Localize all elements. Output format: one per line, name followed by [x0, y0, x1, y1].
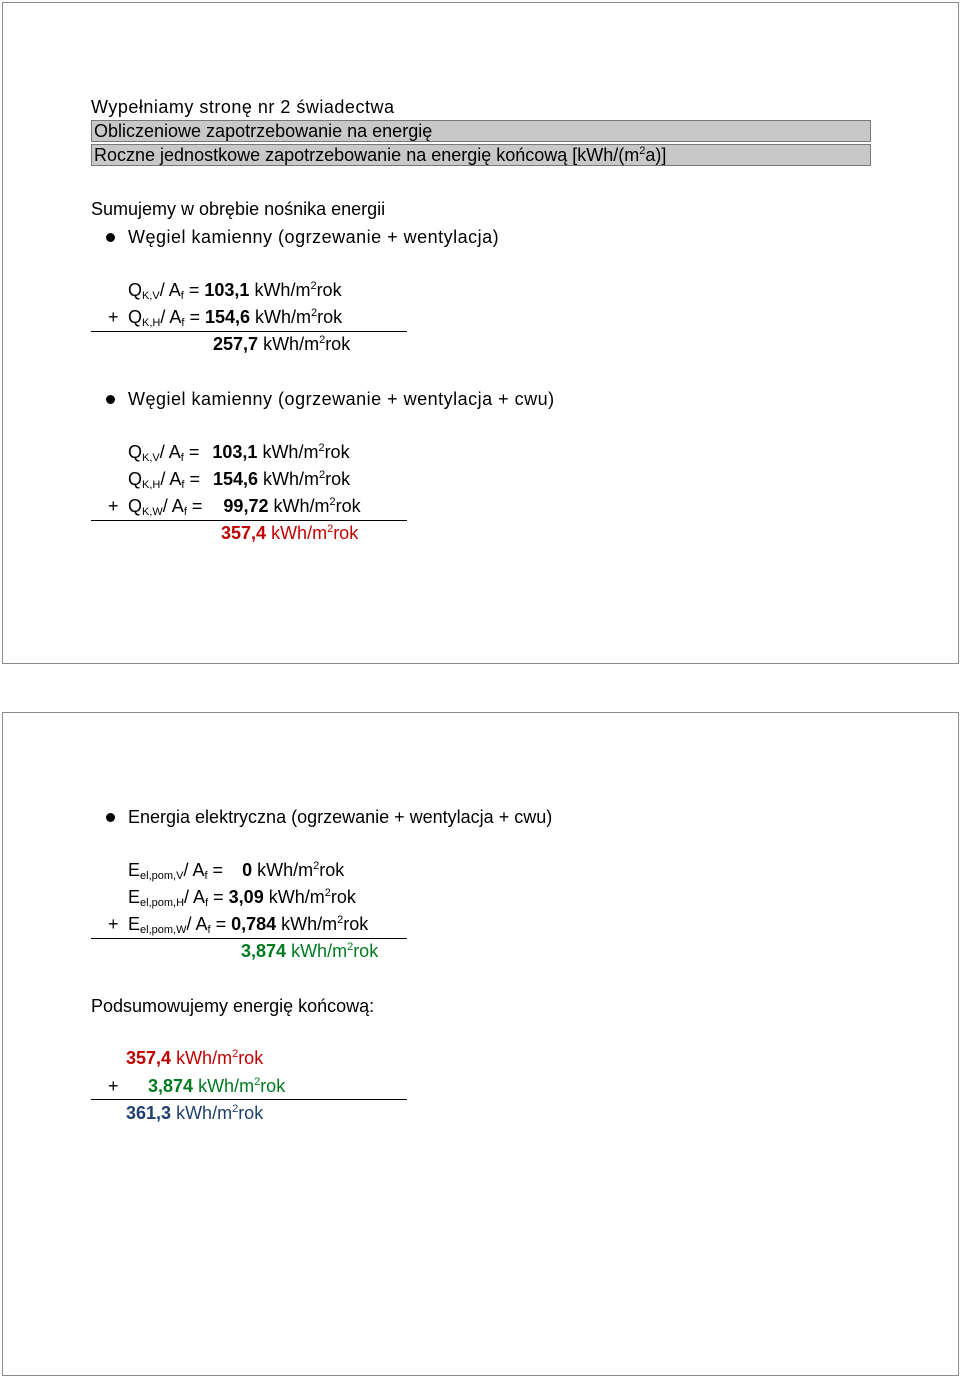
sum-intro: Sumujemy w obrębie nośnika energii: [91, 199, 386, 219]
formula-row: + $E_{el,pom,W}/$ $A_f = 0,784$ kWh/$m^2rok$: [108, 914, 369, 936]
summary-total: 361,3 kWh/$m^2rok$: [126, 1103, 264, 1123]
bullet-icon: [106, 233, 115, 242]
formula-row: + $Q_{K,W}/$ $A_f = 99,72$ kWh/$m^2rok$: [108, 496, 361, 518]
sum-divider: [91, 1099, 407, 1100]
section-a-total: 257,7 kWh/$m^2rok$: [213, 334, 351, 354]
section-c-total: 3,874 kWh/$m^2rok$: [241, 941, 379, 961]
sum-divider: [91, 331, 407, 332]
formula-row: $E_{el,pom,H}/$ $A_f = 3,09$ kWh/$m^2rok$: [128, 887, 356, 909]
section-a-title: Węgiel kamienny (ogrzewanie + wentylacja): [128, 227, 500, 247]
formula-row: $Q_{K,H}/$ $A_f = 154,6$ kWh/$m^2rok$: [128, 469, 351, 491]
intro-text: Wypełniamy stronę nr 2 świadectwa: [91, 97, 395, 117]
summary-coal: 357,4 kWh/$m^2rok$: [126, 1048, 264, 1068]
summary-electric: 3,874 kWh/$m^2rok$: [148, 1076, 286, 1096]
bullet-icon: [106, 395, 115, 404]
section-b-title: Węgiel kamienny (ogrzewanie + wentylacja + cwu): [128, 389, 555, 409]
section-b-total: 357,4 kWh/$m^2rok$: [221, 523, 359, 543]
summary-title: Podsumowujemy energię końcową:: [91, 996, 375, 1016]
header-bar-1: [91, 120, 871, 142]
header-2-tail: a)]: [645, 145, 667, 165]
header-bar-2: [91, 144, 871, 166]
sum-divider: [91, 520, 407, 521]
slide-1: [2, 2, 959, 664]
bullet-icon: [106, 813, 115, 822]
formula-row: $Q_{K,V}/$ $A_f = 103,1$ kWh/$m^2rok$: [128, 442, 350, 464]
header-1-text: Obliczeniowe zapotrzebowanie na energię: [94, 121, 433, 141]
header-2-sup: 2: [639, 145, 646, 157]
formula-row: $E_{el,pom,V}/$ $A_f = 0$ kWh/$m^2rok$: [128, 860, 345, 882]
header-2-text: Roczne jednostkowe zapotrzebowanie na energię końcową [kWh/(m: [94, 145, 640, 165]
formula-row: + $Q_{K,H}/$ $A_f = 154,6$ kWh/$m^2rok$: [108, 307, 343, 329]
slide-2: [2, 712, 959, 1376]
summary-plus: +: [108, 1076, 119, 1096]
formula-row: $Q_{K,V}/$ $A_f = 103,1$ kWh/$m^2rok$: [128, 280, 342, 302]
section-c-title: Energia elektryczna (ogrzewanie + wentylacja + cwu): [128, 807, 553, 827]
sum-divider: [91, 938, 407, 939]
